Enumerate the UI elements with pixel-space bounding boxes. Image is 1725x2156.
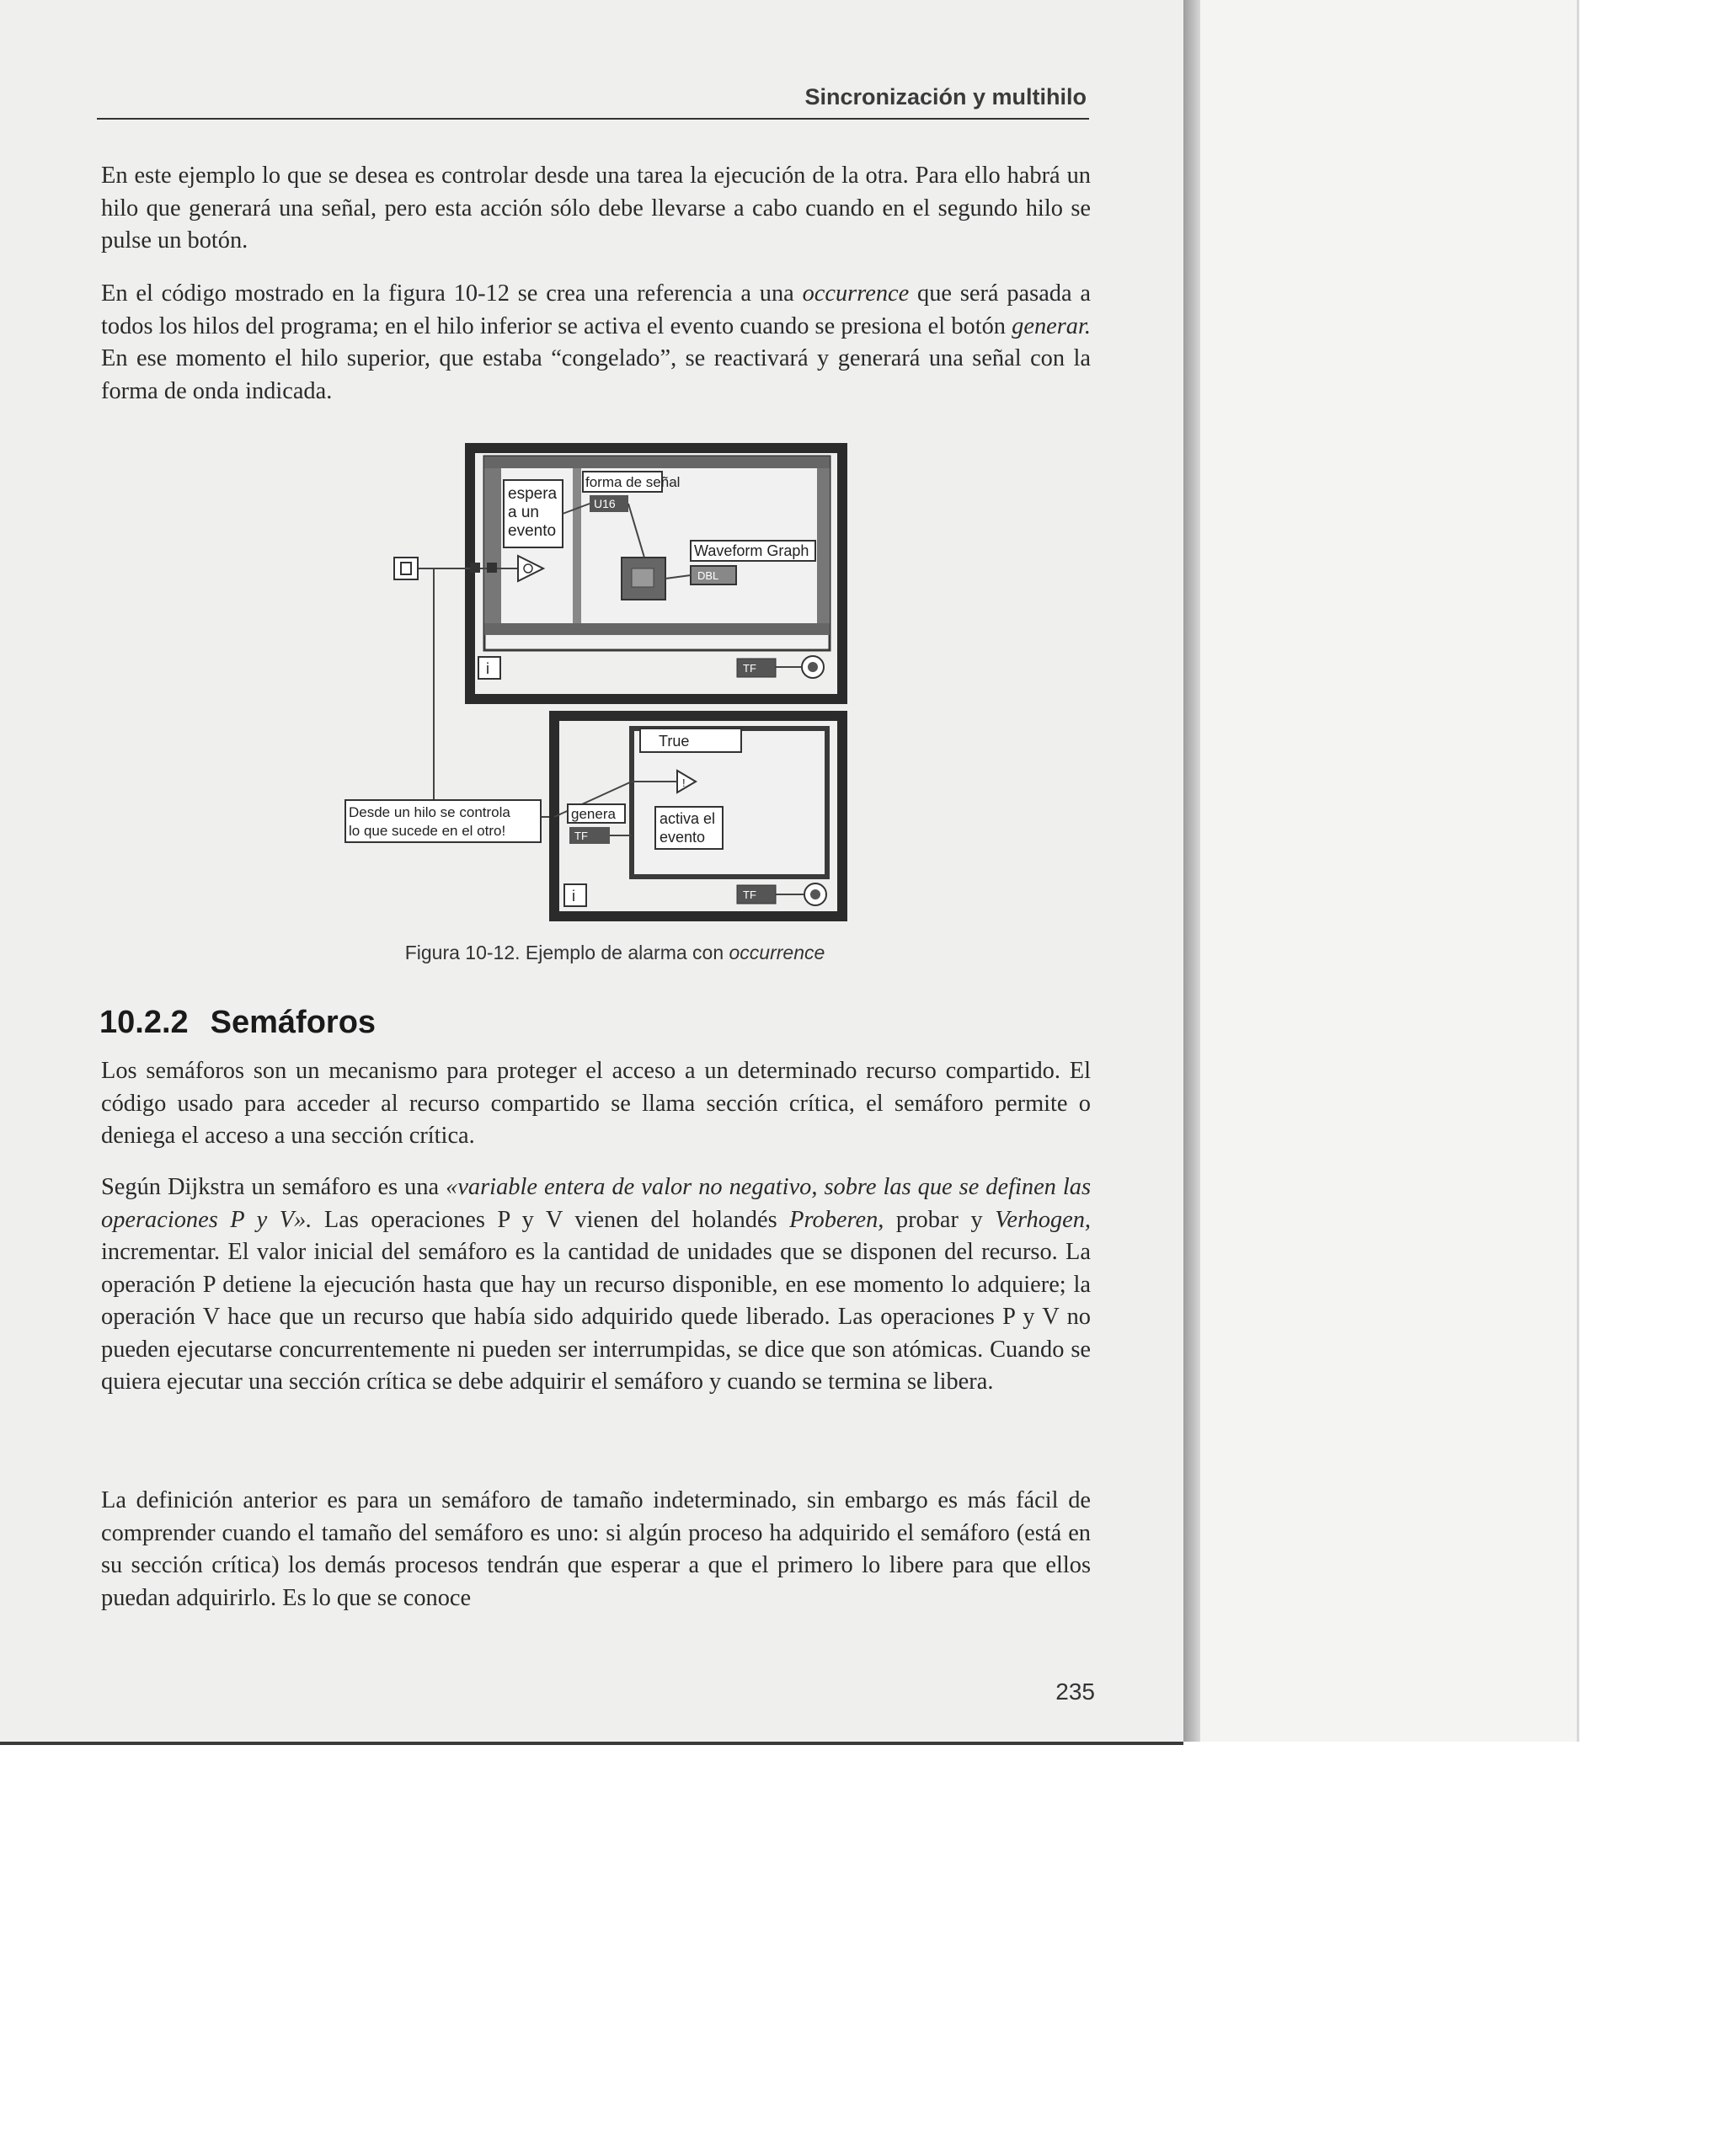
- sequence-frame-divider: [573, 468, 581, 623]
- label-iteration-top: i: [486, 660, 489, 677]
- label-waveform-graph: Waveform Graph: [694, 542, 809, 559]
- label-espera: espera: [508, 485, 558, 503]
- labview-block-diagram: [337, 438, 851, 926]
- adjacent-page-edge: [1577, 0, 1579, 1742]
- label-case-true: True: [659, 733, 690, 750]
- sequence-top-strip: [484, 456, 830, 468]
- page-number: 235: [1055, 1678, 1095, 1705]
- label-a-un: a un: [508, 504, 539, 521]
- case-selector-label: [640, 728, 741, 752]
- iteration-terminal-bottom: [564, 884, 586, 906]
- sequence-left-strip: [484, 468, 501, 623]
- label-forma-de-senal: forma de señal: [585, 474, 681, 490]
- set-occurrence-symbol: !: [682, 776, 686, 789]
- loop-condition-bottom-dot: [810, 889, 820, 899]
- tunnel-sequence-left: [487, 563, 497, 573]
- header-rule: [97, 118, 1089, 120]
- sequence-right-strip: [817, 468, 830, 623]
- label-genera: genera: [571, 806, 616, 822]
- label-tf-top: TF: [743, 662, 756, 675]
- paragraph-dijkstra: Según Dijkstra un semáforo es una «variable entera de valor no negativo, sobre las que se definen las operaciones P y V». Las operaciones P y V vienen del holandés Proberen, probar y Verhogen, incrementar. El valor inicial del semáforo es la cantidad de unidades que se disponen del recurso. La operación P detiene la ejecución hasta que hay un recurso disponible, en ese momento lo adquiere; la operación V hace que un recurso que había sido adquirido quede liberado. Las operaciones P y V no pueden ejecutarse concurrentemente ni pueden ser interrumpidas, se dice que son atómicas. Cuando se quiera ejecutar una sección crítica se debe adquirir el semáforo y cuando se termina se libera.: [101, 1174, 1092, 1395]
- comment-line-1: Desde un hilo se controla: [349, 804, 510, 820]
- iteration-terminal-top: [478, 657, 500, 679]
- label-u16: U16: [594, 497, 616, 510]
- paragraph-semaphores-intro: Los semáforos son un mecanismo para proteger el acceso a un determinado recurso compartido. El código usado para acceder al recurso compartido se llama sección crítica, el semáforo permite o deniega el acceso a una sección crítica.: [101, 1058, 1091, 1149]
- figure-caption: Figura 10-12. Ejemplo de alarma con occurrence: [404, 942, 825, 963]
- page-edge-shadow: [1183, 0, 1200, 1742]
- generate-occurrence-icon: [394, 558, 418, 579]
- sequence-bottom-strip: [484, 623, 830, 635]
- paragraph-intro: En este ejemplo lo que se desea es controlar desde una tarea la ejecución de la otra. Para ello habrá un hilo que generará una señal, pero esta acción sólo debe llevarse a cabo cuando en el segundo hilo se pulse un botón.: [101, 163, 1091, 253]
- loop-condition-top-dot: [808, 662, 818, 672]
- adjacent-page-margin: [1200, 0, 1579, 1742]
- label-activa-el: activa el: [660, 810, 716, 827]
- signal-generator-inner: [632, 568, 654, 587]
- section-heading: 10.2.2 Semáforos: [99, 1005, 377, 1040]
- paragraph-definition: La definición anterior es para un semáforo de tamaño indeterminado, sin embargo es más fácil de comprender cuando el tamaño del semáforo es uno: si algún proceso ha adquirido el semáforo (está en su sección crítica) los demás procesos tendrán que esperar a que el primero lo libere para que ellos puedan adquirirlo. Es lo que se conoce: [101, 1487, 1091, 1611]
- label-evento: evento: [508, 522, 557, 540]
- tunnel-top-left: [470, 563, 480, 573]
- label-evento-bottom: evento: [660, 829, 706, 846]
- label-tf-bottom: TF: [743, 889, 756, 901]
- label-tf-genera: TF: [574, 830, 588, 842]
- running-header: Sincronización y multihilo: [804, 84, 1087, 109]
- label-dbl: DBL: [697, 569, 719, 582]
- comment-line-2: lo que sucede en el otro!: [349, 823, 506, 839]
- label-iteration-bottom: i: [572, 888, 575, 905]
- paragraph-figure-explanation: En el código mostrado en la figura 10-12 se crea una referencia a una occurrence que será pasada a todos los hilos del programa; en el hilo inferior se activa el evento cuando se presiona el botón generar. En ese momento el hilo superior, que estaba “congelado”, se reactivará y generará una señal con la forma de onda indicada.: [101, 280, 1092, 404]
